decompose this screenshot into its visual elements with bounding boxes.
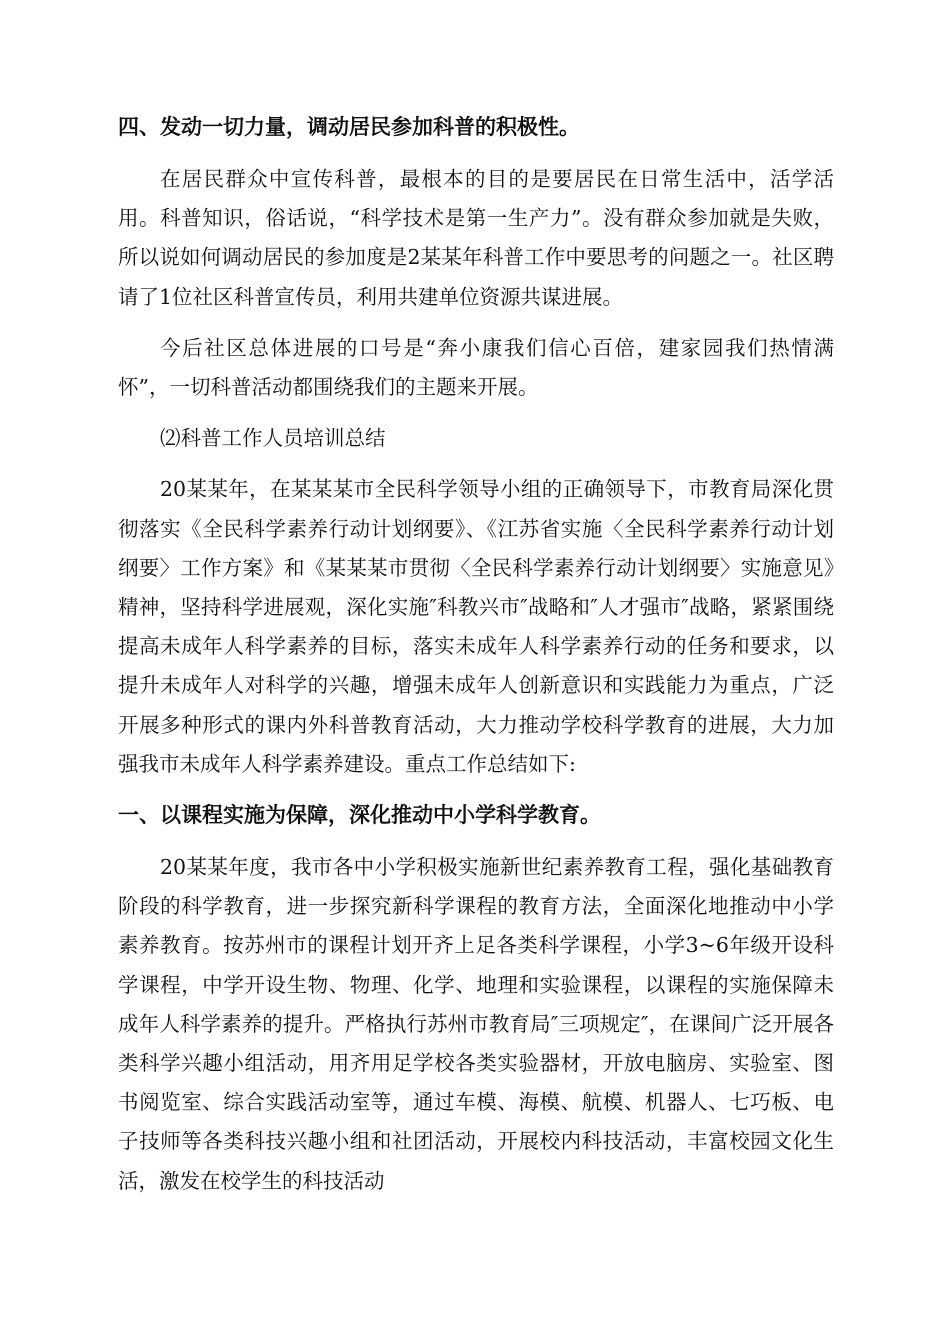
paragraph-science-promotion: 在居民群众中宣传科普，最根本的目的是要居民在日常生活中，活学活用。科普知识，俗话说，“科学技术是第一生产力”。没有群众参加就是失败，所以说如何调动居民的参加度是2某某年科普工作中要思考的问题之一。社区聘请了1位社区科普宣传员，利用共建单位资源共谋进展。 (118, 167, 834, 309)
paragraph-training-summary: 20某某年，在某某某市全民科学领导小组的正确领导下，市教育局深化贯彻落实《全民科学素养行动计划纲要》、《江苏省实施〈全民科学素养行动计划纲要〉工作方案》和《某某某市贯彻〈全民科学素养行动计划纲要〉实施意见》精神，坚持科学进展观，深化实施″科教兴市″战略和″人才强市″战略，紧紧围绕提高未成年人科学素养的目标，落实未成年人科学素养行动的任务和要求，以提升未成年人对科学的兴趣，增强未成年人创新意识和实践能力为重点，广泛开展多种形式的课内外科普教育活动，大力推动学校科学教育的进展，大力加强我市未成年人科学素养建设。重点工作总结如下: (118, 477, 834, 776)
section-heading-four: 四、发动一切力量，调动居民参加科普的积极性。 (118, 115, 580, 139)
subheading-staff-training: ⑵科普工作人员培训总结 (160, 426, 386, 451)
document-page (118, 108, 834, 1213)
paragraph-curriculum: 20某某年度，我市各中小学积极实施新世纪素养教育工程，强化基础教育阶段的科学教育，进一步探究新科学课程的教育方法，全面深化地推动中小学素养教育。按苏州市的课程计划开齐上足各类科学课程，小学3~6年级开设科学课程，中学开设生物、物理、化学、地理和实验课程，以课程的实施保障未成年人科学素养的提升。严格执行苏州市教育局″三项规定″，在课间广泛开展各类科学兴趣小组活动，用齐用足学校各类实验器材，开放电脑房、实验室、图书阅览室、综合实践活动室等，通过车模、海模、航模、机器人、七巧板、电子技师等各类科技兴趣小组和社团活动，开展校内科技活动，丰富校园文化生活，激发在校学生的科技活动 (118, 855, 834, 1193)
paragraph-community-slogan: 今后社区总体进展的口号是“奔小康我们信心百倍，建家园我们热情满怀”，一切科普活动都围绕我们的主题来开展。 (118, 335, 834, 400)
section-heading-one: 一、以课程实施为保障，深化推动中小学科学教育。 (118, 803, 601, 828)
